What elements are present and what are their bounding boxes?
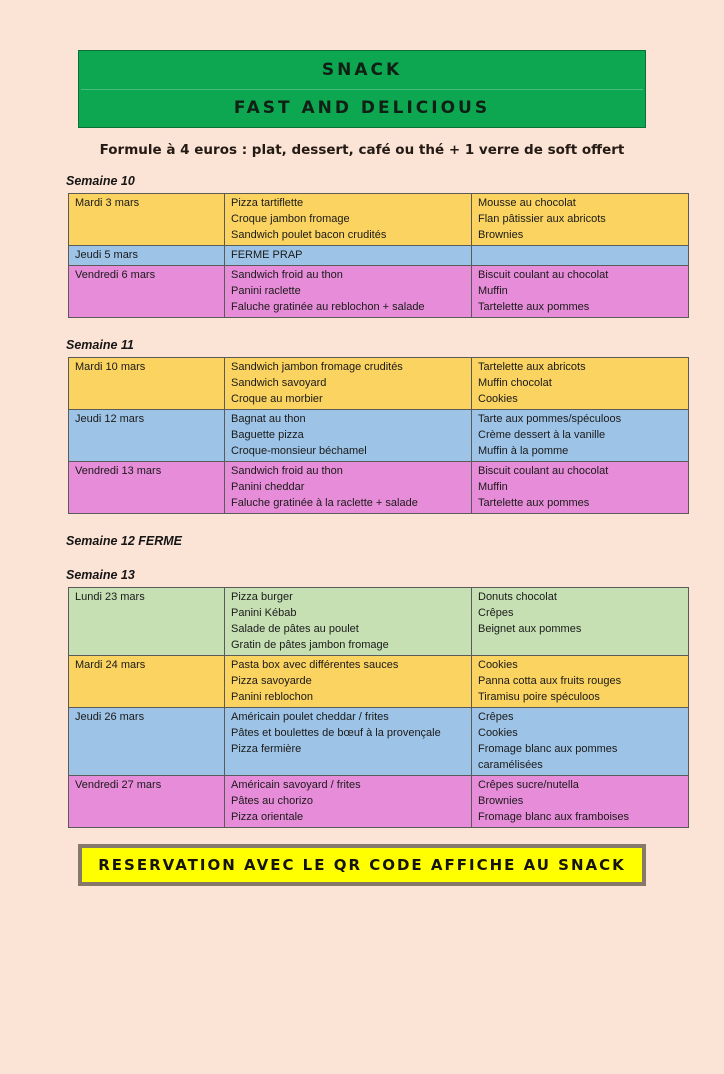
desserts-cell: [472, 588, 689, 656]
menu-row: [69, 358, 689, 410]
day-cell: Vendredi 13 mars: [69, 462, 225, 514]
menu-row: [69, 656, 689, 708]
menu-item: Pizza tartiflette: [231, 197, 304, 209]
menu-item: Croque au morbier: [231, 393, 323, 405]
desserts-cell: [472, 358, 689, 410]
menu-item: Biscuit coulant au chocolat: [478, 465, 609, 477]
week-section: [66, 174, 724, 318]
menu-item: Muffin: [478, 481, 508, 493]
menu-item: Sandwich froid au thon: [231, 269, 343, 281]
menu-item: Muffin: [478, 285, 508, 297]
day-cell: Jeudi 5 mars: [69, 246, 225, 266]
menu-table: [68, 357, 689, 514]
week-heading: Semaine 10: [66, 174, 135, 188]
menu-page: [0, 50, 724, 1074]
menu-item: Baguette pizza: [231, 429, 304, 441]
day-cell: Mardi 3 mars: [69, 194, 225, 246]
menu-table: [68, 587, 689, 828]
menu-row: [69, 410, 689, 462]
dishes-cell: [225, 358, 472, 410]
menu-item: Sandwich froid au thon: [231, 465, 343, 477]
menu-sections: [66, 174, 724, 828]
snack-title: SNACK: [321, 59, 403, 80]
week-section: [66, 534, 724, 548]
menu-item: Salade de pâtes au poulet: [231, 623, 359, 635]
menu-item: Crêpes: [478, 607, 514, 619]
menu-item: Tarte aux pommes/spéculoos: [478, 413, 622, 425]
menu-item: Croque-monsieur béchamel: [231, 445, 367, 457]
menu-item: Faluche gratinée à la raclette + salade: [231, 497, 418, 509]
menu-item: Panini reblochon: [231, 691, 313, 703]
snack-tagline: FAST AND DELICIOUS: [233, 98, 491, 119]
menu-row: [69, 246, 689, 266]
desserts-cell: [472, 410, 689, 462]
menu-item: Tartelette aux pommes: [478, 301, 590, 313]
menu-item: Pâtes et boulettes de bœuf à la provençale: [231, 727, 441, 739]
menu-item: Donuts chocolat: [478, 591, 557, 603]
menu-item: Mousse au chocolat: [478, 197, 576, 209]
menu-row: [69, 194, 689, 246]
menu-item: Crêpes: [478, 711, 514, 723]
dishes-cell: [225, 656, 472, 708]
day-cell: Mardi 24 mars: [69, 656, 225, 708]
menu-item: Panini raclette: [231, 285, 301, 297]
menu-row: [69, 266, 689, 318]
menu-item: FERME PRAP: [231, 249, 303, 261]
menu-item: Sandwich jambon fromage crudités: [231, 361, 403, 373]
formule-text: Formule à 4 euros : plat, dessert, café ou thé + 1 verre de soft offert: [99, 142, 625, 158]
menu-item: Américain savoyard / frites: [231, 779, 361, 791]
menu-item: Pizza savoyarde: [231, 675, 312, 687]
menu-row: [69, 776, 689, 828]
menu-item: Panna cotta aux fruits rouges: [478, 675, 622, 687]
menu-item: Pasta box avec différentes sauces: [231, 659, 399, 671]
title-divider: [81, 89, 643, 90]
desserts-cell: [472, 462, 689, 514]
menu-item: Bagnat au thon: [231, 413, 306, 425]
week-heading: Semaine 11: [66, 338, 134, 352]
reservation-banner: [78, 844, 646, 886]
week-section: [66, 338, 724, 514]
menu-item: Crème dessert à la vanille: [478, 429, 606, 441]
menu-item: Sandwich savoyard: [231, 377, 327, 389]
dishes-cell: [225, 246, 472, 266]
menu-item: Flan pâtissier aux abricots: [478, 213, 606, 225]
menu-item: Cookies: [478, 727, 518, 739]
snack-title-banner: [78, 50, 646, 128]
menu-item: Crêpes sucre/nutella: [478, 779, 579, 791]
menu-item: Pizza orientale: [231, 811, 304, 823]
week-heading: Semaine 12 FERME: [66, 534, 183, 548]
desserts-cell: [472, 266, 689, 318]
dishes-cell: [225, 588, 472, 656]
menu-item: Faluche gratinée au reblochon + salade: [231, 301, 425, 313]
day-cell: Lundi 23 mars: [69, 588, 225, 656]
desserts-cell: [472, 194, 689, 246]
menu-row: [69, 708, 689, 776]
desserts-cell: [472, 776, 689, 828]
menu-item: Américain poulet cheddar / frites: [231, 711, 389, 723]
dishes-cell: [225, 708, 472, 776]
day-cell: Mardi 10 mars: [69, 358, 225, 410]
dishes-cell: [225, 410, 472, 462]
menu-item: Panini cheddar: [231, 481, 305, 493]
dishes-cell: [225, 776, 472, 828]
dishes-cell: [225, 194, 472, 246]
menu-item: Muffin à la pomme: [478, 445, 569, 457]
day-cell: Vendredi 27 mars: [69, 776, 225, 828]
menu-item: Beignet aux pommes: [478, 623, 582, 635]
menu-item: Pizza fermière: [231, 743, 302, 755]
menu-table: [68, 193, 689, 318]
dishes-cell: [225, 266, 472, 318]
menu-item: Gratin de pâtes jambon fromage: [231, 639, 389, 651]
week-heading: Semaine 13: [66, 568, 135, 582]
menu-item: Cookies: [478, 393, 518, 405]
menu-row: [69, 588, 689, 656]
menu-item: Sandwich poulet bacon crudités: [231, 229, 387, 241]
menu-item: Tartelette aux abricots: [478, 361, 586, 373]
menu-item: Tartelette aux pommes: [478, 497, 590, 509]
menu-item: Biscuit coulant au chocolat: [478, 269, 609, 281]
day-cell: Jeudi 12 mars: [69, 410, 225, 462]
dishes-cell: [225, 462, 472, 514]
menu-item: Pâtes au chorizo: [231, 795, 313, 807]
menu-row: [69, 462, 689, 514]
menu-item: Cookies: [478, 659, 518, 671]
reservation-text: RESERVATION AVEC LE QR CODE AFFICHE AU SNACK: [98, 856, 626, 874]
menu-item: Muffin chocolat: [478, 377, 552, 389]
desserts-cell: [472, 656, 689, 708]
menu-item: Panini Kébab: [231, 607, 297, 619]
menu-item: Croque jambon fromage: [231, 213, 350, 225]
desserts-cell: [472, 708, 689, 776]
menu-item: Brownies: [478, 229, 524, 241]
day-cell: Vendredi 6 mars: [69, 266, 225, 318]
day-cell: Jeudi 26 mars: [69, 708, 225, 776]
desserts-cell: [472, 246, 689, 266]
menu-item: Tiramisu poire spéculoos: [478, 691, 600, 703]
menu-item: Fromage blanc aux framboises: [478, 811, 630, 823]
week-section: [66, 568, 724, 828]
menu-item: Brownies: [478, 795, 524, 807]
menu-item: Pizza burger: [231, 591, 293, 603]
menu-item: Fromage blanc aux pommes caramélisées: [478, 743, 618, 771]
